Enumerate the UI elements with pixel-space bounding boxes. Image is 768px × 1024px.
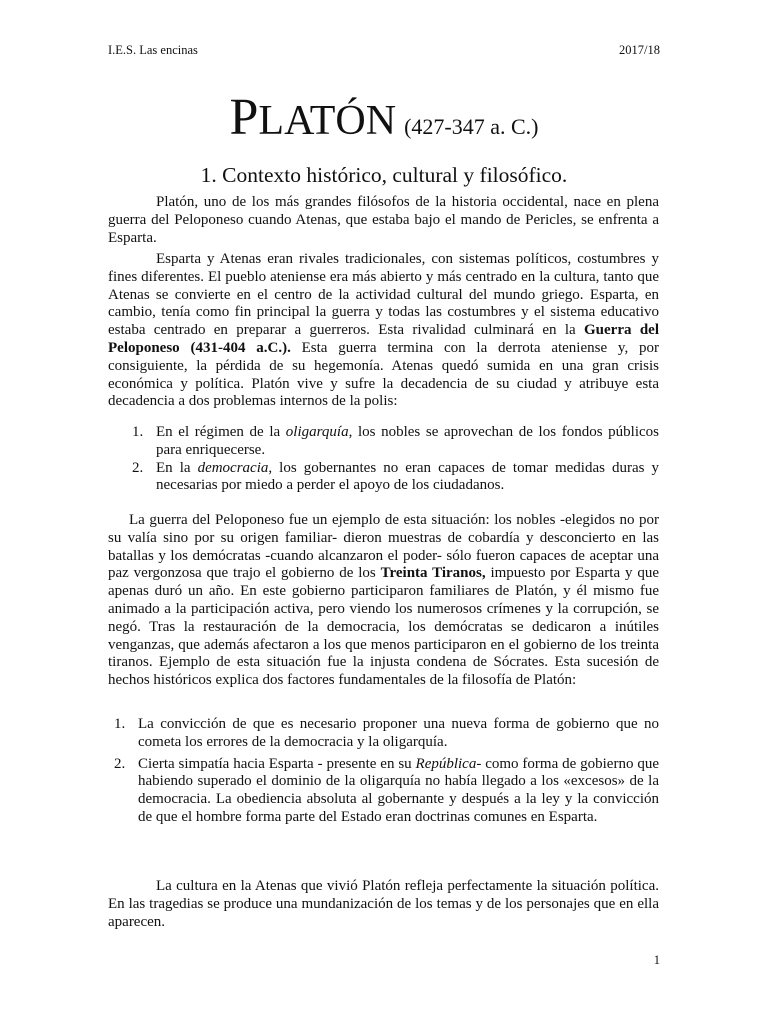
paragraph-1 [108,194,659,247]
paragraph-4-text: La cultura en la Atenas que vivió Platón refleja perfectamente la situación política. En las tragedias se produce una mundanización de los temas y de los personajes que en ella aparecen. [108,878,659,930]
list-item: 1. En el régimen de la oligarquía, los nobles se aprovechan de los fondos públicos para enriquecerse. [132,424,659,458]
list-number: 2. [132,459,144,476]
header-school: I.E.S. Las encinas [108,43,198,57]
factors-list [114,716,659,827]
list-number: 1. [132,424,144,440]
list-item: 2. Cierta simpatía hacia Esparta - presente en su República- como forma de gobierno que habiendo superado el dominio de la oligarquía no había llegado a los «excesos» de la democracia. La obediencia absoluta al gobernante y después a la ley y la convicción de que el hombre forma parte del Estado eran doctrinas comunes en Esparta. [114,755,659,825]
paragraph-2-part2: Esta guerra termina con la derrota ateniense y, por consiguiente, la pérdida de su hegemonía. Atenas quedó sumida en una gran crisis económica y política. Platón vive y sufre la decadencia de su ciudad y atribuye esta decadencia a dos problemas internos de la polis: [108,339,659,410]
page-number: 1 [653,953,660,967]
paragraph-2-part1: Esparta y Atenas eran rivales tradicionales, con sistemas políticos, costumbres y fines diferentes. El pueblo ateniense era más abierto y más centrado en la cultura, tanto que Atenas se convierte en el centro de la actividad cultural del mundo griego. Esparta, en cambio, tenía como fin principal la guerra y todas las costumbres y el sistema educativo estaba centrado en preparar a guerreros. Esta rivalidad culminará en la [108,251,659,339]
paragraph-3: La guerra del Peloponeso fue un ejemplo de esta situación: los nobles -elegidos no por su valía sino por su origen familiar- dieron muestras de cobardía y desconcierto en las batallas y los demócratas -cuando alcanzaron el poder- sólo fueron capaces de aceptar una paz vergonzosa que trajo el gobierno de los Treinta Tiranos, impuesto por Esparta y que apenas duró un año. En este gobierno participaron familiares de Platón, y él mismo fue animado a la participación activa, pero viendo los numerosos crímenes y la corrupción, se negó. Tras la restauración de la democracia, los demócratas se dedicaron a inútiles venganzas, que además afectaron a los que menos participaron en el gobierno de los treinta tiranos. Ejemplo de esta situación fue la injusta condena de Sócrates. Esta sucesión de hechos históricos explica dos factores fundamentales de la filosofía de Platón: [108,512,659,689]
list-number: 2. [114,755,126,772]
list-item: 1. La convicción de que es necesario proponer una nueva forma de gobierno que no cometa los errores de la democracia y la oligarquía. [114,716,659,750]
paragraph-4 [108,878,659,931]
title-initial: P [229,89,259,146]
page-title [0,88,768,151]
section-heading: 1. Contexto histórico, cultural y filosófico. [200,163,568,187]
paragraph-3-bold: Treinta Tiranos, [380,565,486,582]
title-rest: LATÓN [258,98,397,144]
list-item: 2. En la democracia, los gobernantes no eran capaces de tomar medidas duras y necesarias por miedo a perder el apoyo de los ciudadanos. [132,459,659,494]
list-number: 1. [114,716,126,732]
paragraph-1-text: Platón, uno de los más grandes filósofos de la historia occidental, nace en plena guerra del Peloponeso cuando Atenas, que estaba bajo el mando de Pericles, se enfrenta a Esparta. [108,194,659,246]
title-dates: (427-347 a. C.) [404,114,539,139]
problems-list [132,424,659,495]
paragraph-2-bold: Guerra del Peloponeso (431-404 a.C.). [108,322,659,356]
header-year: 2017/18 [619,43,660,57]
paragraph-2 [108,251,659,411]
